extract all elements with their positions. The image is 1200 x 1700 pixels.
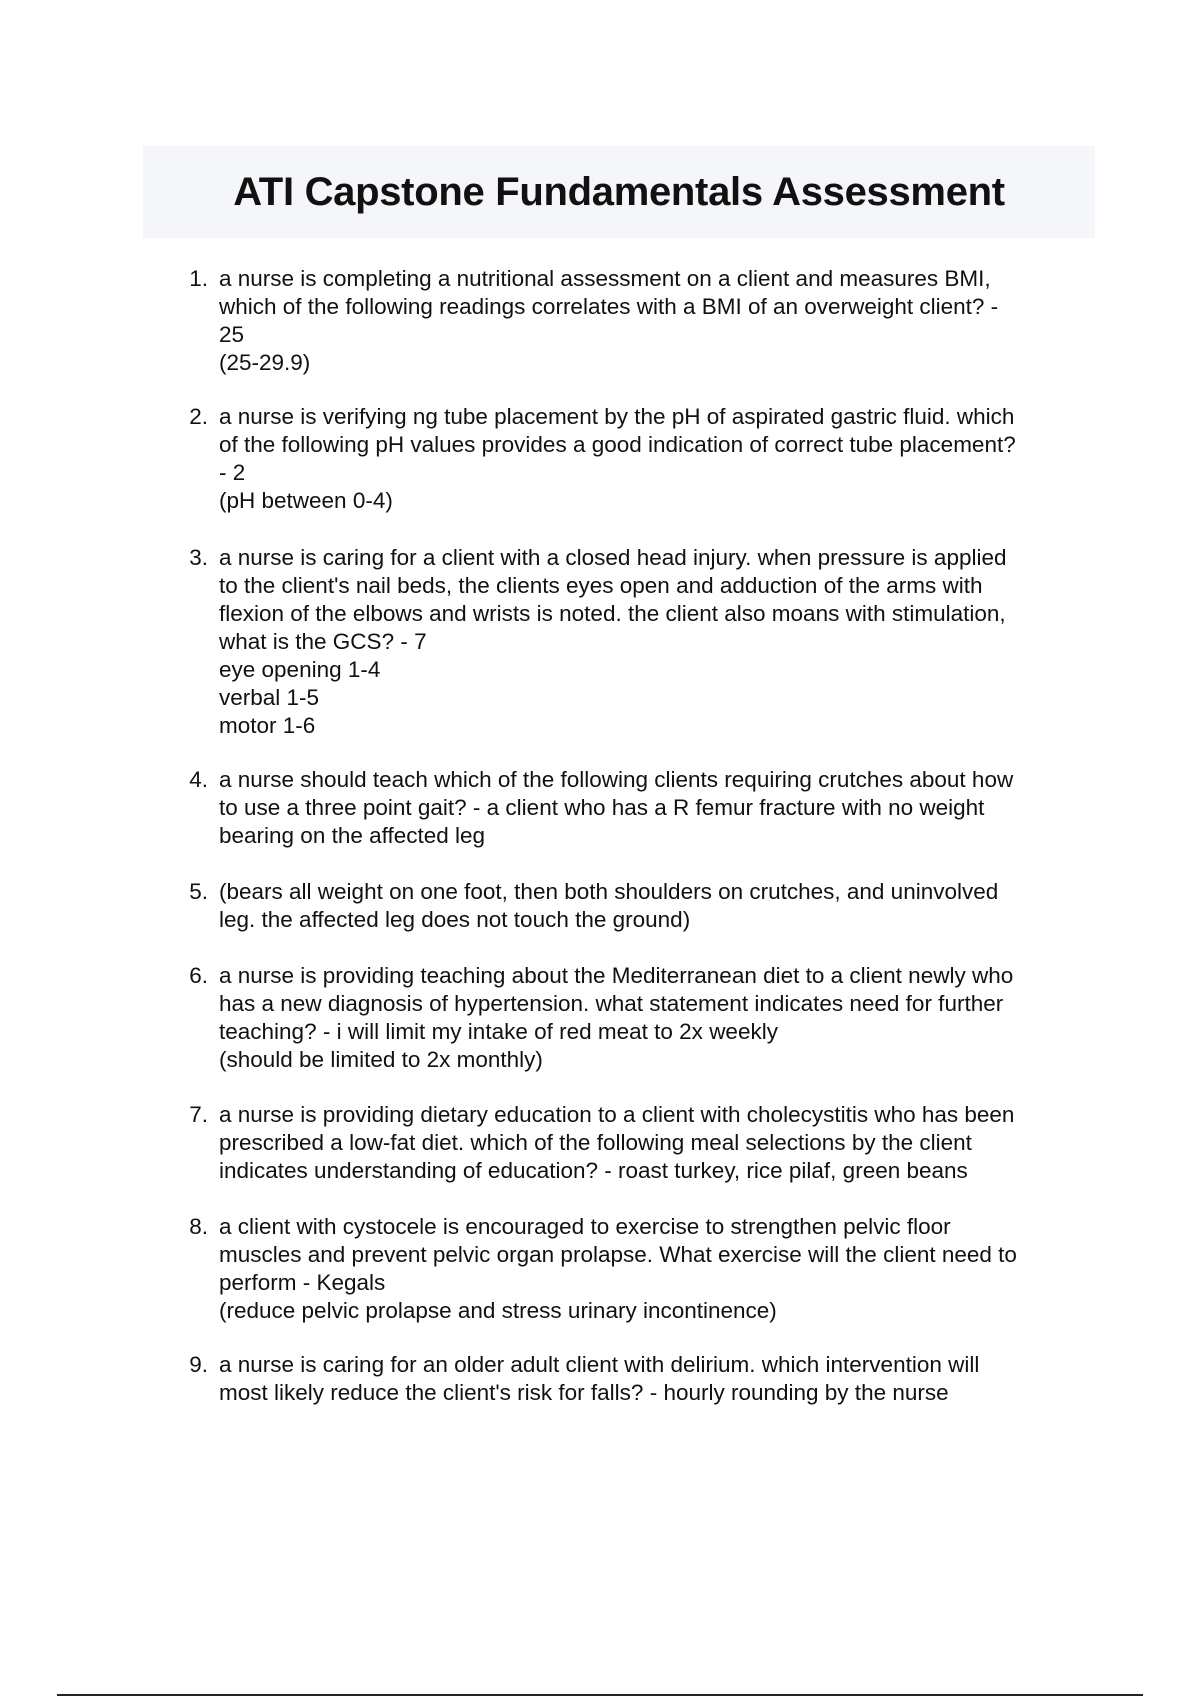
answer-note: (25-29.9) xyxy=(219,350,311,375)
question-number: 7. xyxy=(189,1102,208,1127)
question-number: 8. xyxy=(189,1214,208,1239)
question-text xyxy=(219,878,1074,934)
answer-note: eye opening 1-4 xyxy=(219,657,381,682)
question-line: prescribed a low-fat diet. which of the following meal selections by the client xyxy=(219,1130,972,1155)
question-line: has a new diagnosis of hypertension. what statement indicates need for further xyxy=(219,991,1004,1016)
question-text xyxy=(219,1101,1074,1185)
question-number: 2. xyxy=(189,404,208,429)
question-line: of the following pH values provides a good indication of correct tube placement? xyxy=(219,432,1016,457)
page-title: ATI Capstone Fundamentals Assessment xyxy=(233,170,1005,214)
answer-line: most likely reduce the client's risk for falls? - hourly rounding by the nurse xyxy=(219,1380,949,1405)
question-line: to use a three point gait? - a client who has a R femur fracture with no weight xyxy=(219,795,985,820)
question-number: 6. xyxy=(189,963,208,988)
question-line: flexion of the elbows and wrists is noted. the client also moans with stimulation, xyxy=(219,601,1006,626)
question-number: 5. xyxy=(189,879,208,904)
answer-note: (pH between 0-4) xyxy=(219,488,393,513)
question-text xyxy=(219,766,1074,850)
question-line: a nurse is caring for an older adult client with delirium. which intervention will xyxy=(219,1352,980,1377)
question-line: a nurse is providing teaching about the Mediterranean diet to a client newly who xyxy=(219,963,1014,988)
question-number: 9. xyxy=(189,1352,208,1377)
answer-note: (should be limited to 2x monthly) xyxy=(219,1047,543,1072)
answer-line: 25 xyxy=(219,322,245,347)
title-band xyxy=(143,146,1095,238)
question-text xyxy=(219,1213,1074,1325)
question-line: a nurse is verifying ng tube placement by the pH of aspirated gastric fluid. which xyxy=(219,404,1015,429)
answer-line: bearing on the affected leg xyxy=(219,823,486,848)
question-line: a nurse should teach which of the following clients requiring crutches about how xyxy=(219,767,1014,792)
question-number: 4. xyxy=(189,767,208,792)
question-line: leg. the affected leg does not touch the ground) xyxy=(219,907,691,932)
question-line: (bears all weight on one foot, then both shoulders on crutches, and uninvolved xyxy=(219,879,999,904)
question-text xyxy=(219,544,1074,740)
answer-line: what is the GCS? - 7 xyxy=(219,629,427,654)
question-text xyxy=(219,962,1074,1074)
answer-line: teaching? - i will limit my intake of red meat to 2x weekly xyxy=(219,1019,778,1044)
answer-line: - 2 xyxy=(219,460,246,485)
question-text xyxy=(219,403,1074,515)
question-number: 3. xyxy=(189,545,208,570)
question-text xyxy=(219,1351,1074,1407)
answer-note: motor 1-6 xyxy=(219,713,316,738)
question-number: 1. xyxy=(189,266,208,291)
question-text xyxy=(219,265,1074,377)
question-line: a nurse is providing dietary education to a client with cholecystitis who has been xyxy=(219,1102,1015,1127)
answer-note: verbal 1-5 xyxy=(219,685,320,710)
question-line: a nurse is caring for a client with a closed head injury. when pressure is applied xyxy=(219,545,1007,570)
question-line: to the client's nail beds, the clients eyes open and adduction of the arms with xyxy=(219,573,983,598)
answer-note: (reduce pelvic prolapse and stress urinary incontinence) xyxy=(219,1298,777,1323)
question-line: a nurse is completing a nutritional assessment on a client and measures BMI, xyxy=(219,266,991,291)
question-line: muscles and prevent pelvic organ prolapse. What exercise will the client need to xyxy=(219,1242,1017,1267)
question-line: a client with cystocele is encouraged to exercise to strengthen pelvic floor xyxy=(219,1214,951,1239)
question-line: which of the following readings correlates with a BMI of an overweight client? - xyxy=(219,294,999,319)
page-divider xyxy=(57,1694,1143,1696)
answer-line: perform - Kegals xyxy=(219,1270,386,1295)
answer-line: indicates understanding of education? - roast turkey, rice pilaf, green beans xyxy=(219,1158,968,1183)
